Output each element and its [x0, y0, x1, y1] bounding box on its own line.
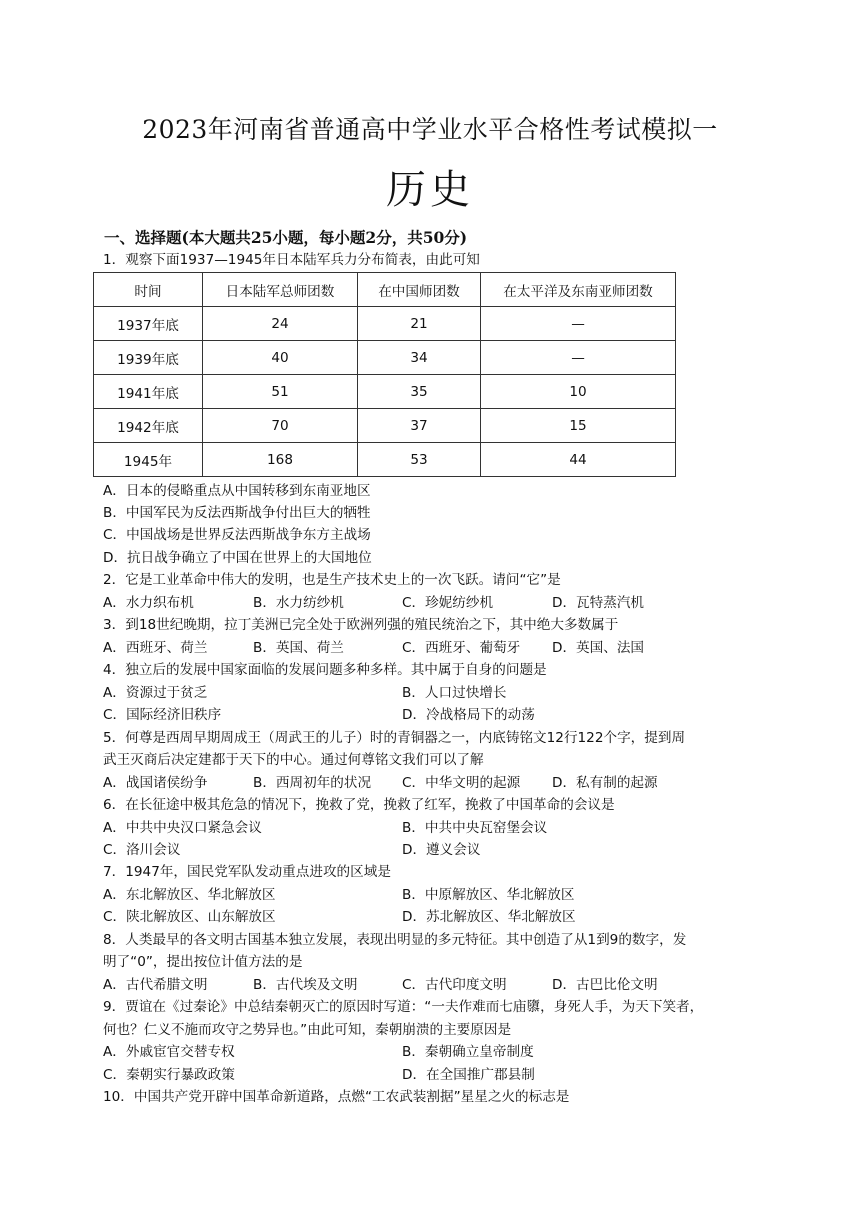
question-8-stem-line-1: 8．人类最早的各文明古国基本独立发展，表现出明显的多元特征。其中创造了从1到9的数字，发 [103, 932, 687, 948]
table-cell: — [481, 341, 676, 375]
question-2-stem: 2．它是工业革命中伟大的发明，也是生产技术史上的一次飞跃。请问“它”是 [103, 572, 561, 588]
table-row [94, 307, 676, 341]
question-7-stem: 7．1947年，国民党军队发动重点进攻的区域是 [103, 864, 391, 880]
table-row [94, 443, 676, 477]
question-1-option-a: A．日本的侵略重点从中国转移到东南亚地区 [103, 483, 371, 499]
table-header-cell: 时间 [94, 273, 203, 307]
question-5-stem-line-2: 武王灭商后决定建都于天下的中心。通过何尊铭文我们可以了解 [103, 752, 484, 768]
question-9-option-c: C．秦朝实行暴政政策 [103, 1067, 235, 1083]
table-cell: 37 [358, 409, 481, 443]
table-cell: 21 [358, 307, 481, 341]
question-3-stem: 3．到18世纪晚期，拉丁美洲已完全处于欧洲列强的殖民统治之下，其中绝大多数属于 [103, 617, 619, 633]
question-7-option-b: B．中原解放区、华北解放区 [402, 887, 575, 903]
table-cell: 44 [481, 443, 676, 477]
question-8-option-b: B．古代埃及文明 [253, 977, 358, 993]
table-cell: 168 [203, 443, 358, 477]
question-9-stem-line-2: 何也？仁义不施而攻守之势异也。”由此可知，秦朝崩溃的主要原因是 [103, 1022, 512, 1038]
question-6-option-b: B．中共中央瓦窑堡会议 [402, 820, 548, 836]
question-4-option-d: D．冷战格局下的动荡 [402, 707, 535, 723]
table-cell: 53 [358, 443, 481, 477]
table-cell: 15 [481, 409, 676, 443]
table-row [94, 375, 676, 409]
question-9-option-d: D．在全国推广郡县制 [402, 1067, 535, 1083]
table-cell: 70 [203, 409, 358, 443]
table-row [94, 341, 676, 375]
question-1-option-c: C．中国战场是世界反法西斯战争东方主战场 [103, 527, 371, 543]
question-10-stem: 10．中国共产党开辟中国革命新道路，点燃“工农武装割据”星星之火的标志是 [103, 1089, 570, 1105]
question-8-option-d: D．古巴比伦文明 [552, 977, 658, 993]
table-row [94, 409, 676, 443]
table-cell: 51 [203, 375, 358, 409]
table-cell: 40 [203, 341, 358, 375]
question-4-option-a: A．资源过于贫乏 [103, 685, 208, 701]
question-8-stem-line-2: 明了“0”，提出按位计值方法的是 [103, 954, 303, 970]
question-3-option-b: B．英国、荷兰 [253, 640, 344, 656]
question-5-option-b: B．西周初年的状况 [253, 775, 372, 791]
question-2-option-a: A．水力织布机 [103, 595, 194, 611]
question-6-option-d: D．遵义会议 [402, 842, 481, 858]
question-3-option-d: D．英国、法国 [552, 640, 645, 656]
question-1-option-b: B．中国军民为反法西斯战争付出巨大的牺牲 [103, 505, 371, 521]
section-heading: 一、选择题(本大题共25小题，每小题2分，共50分) [104, 228, 468, 247]
question-5-option-c: C．中华文明的起源 [402, 775, 521, 791]
question-8-option-c: C．古代印度文明 [402, 977, 507, 993]
table-cell: 35 [358, 375, 481, 409]
question-1-option-d: D．抗日战争确立了中国在世界上的大国地位 [103, 550, 372, 566]
table-cell: 1937年底 [94, 307, 203, 341]
table-cell: 1939年底 [94, 341, 203, 375]
table-header-cell: 在中国师团数 [358, 273, 481, 307]
question-2-option-d: D．瓦特蒸汽机 [552, 595, 645, 611]
question-9-stem-line-1: 9．贾谊在《过秦论》中总结秦朝灭亡的原因时写道：“一夫作难而七庙隳，身死人手，为天下笑者， [103, 999, 704, 1015]
table-header-cell: 在太平洋及东南亚师团数 [481, 273, 676, 307]
question-6-stem: 6．在长征途中极其危急的情况下，挽救了党，挽救了红军，挽救了中国革命的会议是 [103, 797, 615, 813]
table-cell: 1942年底 [94, 409, 203, 443]
page-title: 2023年河南省普通高中学业水平合格性考试模拟一 [142, 115, 718, 144]
question-2-option-c: C．珍妮纺纱机 [402, 595, 494, 611]
question-7-option-c: C．陕北解放区、山东解放区 [103, 909, 276, 925]
question-9-option-b: B．秦朝确立皇帝制度 [402, 1044, 534, 1060]
question-5-option-a: A．战国诸侯纷争 [103, 775, 208, 791]
question-3-option-a: A．西班牙、荷兰 [103, 640, 208, 656]
subject-title: 历史 [386, 167, 474, 213]
question-7-option-a: A．东北解放区、华北解放区 [103, 887, 276, 903]
question-3-option-c: C．西班牙、葡萄牙 [402, 640, 521, 656]
question-9-option-a: A．外戚宦官交替专权 [103, 1044, 235, 1060]
question-5-option-d: D．私有制的起源 [552, 775, 658, 791]
question-8-option-a: A．古代希腊文明 [103, 977, 208, 993]
table-cell: — [481, 307, 676, 341]
table-cell: 34 [358, 341, 481, 375]
question-5-stem-line-1: 5．何尊是西周早期周成王（周武王的儿子）时的青铜器之一，内底铸铭文12行122个字，提到周 [103, 730, 686, 746]
troop-distribution-table [93, 272, 676, 477]
question-6-option-a: A．中共中央汉口紧急会议 [103, 820, 262, 836]
question-2-option-b: B．水力纺纱机 [253, 595, 344, 611]
question-4-stem: 4．独立后的发展中国家面临的发展问题多种多样。其中属于自身的问题是 [103, 662, 547, 678]
table-header-cell: 日本陆军总师团数 [203, 273, 358, 307]
question-1-stem: 1．观察下面1937—1945年日本陆军兵力分布简表，由此可知 [103, 252, 480, 268]
table-cell: 1945年 [94, 443, 203, 477]
question-7-option-d: D．苏北解放区、华北解放区 [402, 909, 576, 925]
question-4-option-b: B．人口过快增长 [402, 685, 507, 701]
question-6-option-c: C．洛川会议 [103, 842, 181, 858]
table-header-row [94, 273, 676, 307]
table-cell: 10 [481, 375, 676, 409]
table-cell: 1941年底 [94, 375, 203, 409]
table-cell: 24 [203, 307, 358, 341]
question-4-option-c: C．国际经济旧秩序 [103, 707, 222, 723]
